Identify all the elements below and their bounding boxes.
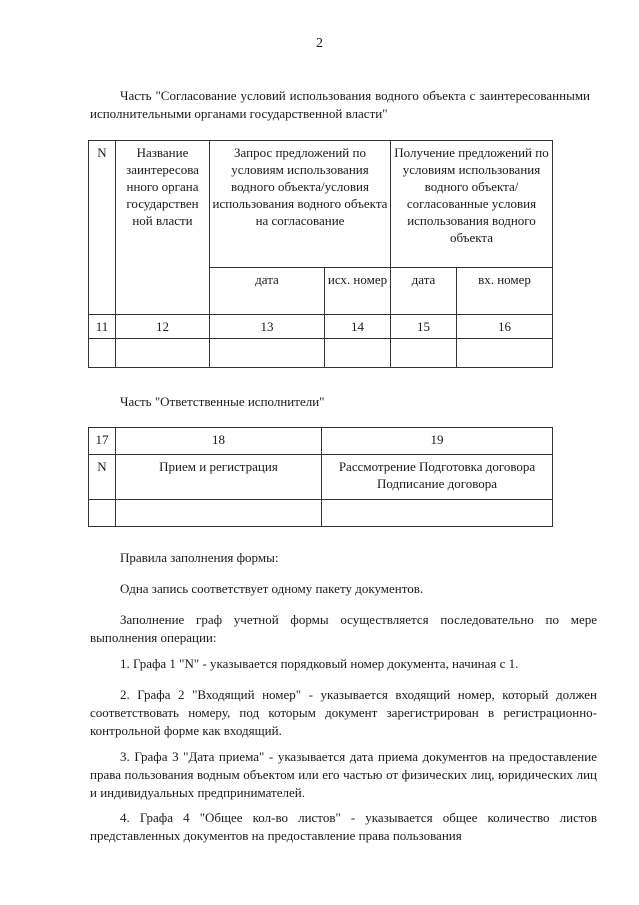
column-number-row	[89, 315, 553, 339]
column-number: 15	[391, 315, 457, 339]
responsible-table	[88, 427, 553, 527]
coordination-table	[88, 140, 553, 368]
empty-data-row	[89, 339, 553, 368]
header-n: N	[89, 455, 116, 500]
header-received: Получение предложений по условиям использования водного объекта/согласованные условия использования водного объекта	[391, 141, 553, 268]
rules-paragraph: Одна запись соответствует одному пакету документов.	[120, 581, 424, 596]
rules-paragraph: 4. Графа 4 "Общее кол-во листов" - указывается общее количество листов представленных документов на предоставление права пользования	[90, 810, 597, 843]
header-org-name: Название заинтересова нного органа государствен ной власти	[116, 141, 210, 315]
column-number-row	[89, 428, 553, 455]
subheader-request-out-number: исх. номер	[325, 268, 391, 315]
empty-cell	[457, 339, 553, 368]
rules-paragraph: 2. Графа 2 "Входящий номер" - указывается входящий номер, который должен соответствовать номеру, под которым документ зарегистрирован в регистрационно-контрольной форме как входящий.	[90, 687, 597, 738]
empty-cell	[89, 339, 116, 368]
rules-heading: Правила заполнения формы:	[120, 550, 279, 565]
subheader-request-date: дата	[210, 268, 325, 315]
subheader-received-date: дата	[391, 268, 457, 315]
empty-cell	[391, 339, 457, 368]
column-number: 12	[116, 315, 210, 339]
rules-paragraph: Заполнение граф учетной формы осуществляется последовательно по мере выполнения операции:	[90, 612, 597, 645]
column-number: 13	[210, 315, 325, 339]
table-header-row	[89, 455, 553, 500]
header-review: Рассмотрение Подготовка договора Подписание договора	[322, 455, 553, 500]
page-number: 2	[316, 36, 323, 51]
empty-cell	[322, 500, 553, 527]
header-reception: Прием и регистрация	[116, 455, 322, 500]
empty-cell	[325, 339, 391, 368]
rules-paragraph: 1. Графа 1 "N" - указывается порядковый номер документа, начиная с 1.	[120, 656, 519, 671]
empty-data-row	[89, 500, 553, 527]
empty-cell	[116, 500, 322, 527]
table-header-row	[89, 141, 553, 268]
column-number: 19	[322, 428, 553, 455]
header-request: Запрос предложений по условиям использования водного объекта/условия использования водного объекта на согласование	[210, 141, 391, 268]
part2-title: Часть "Ответственные исполнители"	[120, 394, 325, 409]
column-number: 18	[116, 428, 322, 455]
empty-cell	[89, 500, 116, 527]
part1-title: Часть "Согласование условий использования водного объекта с заинтересованными исполнительными органами государственной власти"	[90, 88, 590, 121]
empty-cell	[210, 339, 325, 368]
column-number: 14	[325, 315, 391, 339]
rules-paragraph: 3. Графа 3 "Дата приема" - указывается дата приема документов на предоставление права пользования водным объектом или его частью от физических лиц, юридических лиц и индивидуальных предпринимателей.	[90, 749, 597, 800]
column-number: 11	[89, 315, 116, 339]
header-n: N	[89, 141, 116, 315]
column-number: 17	[89, 428, 116, 455]
empty-cell	[116, 339, 210, 368]
subheader-received-in-number: вх. номер	[457, 268, 553, 315]
column-number: 16	[457, 315, 553, 339]
